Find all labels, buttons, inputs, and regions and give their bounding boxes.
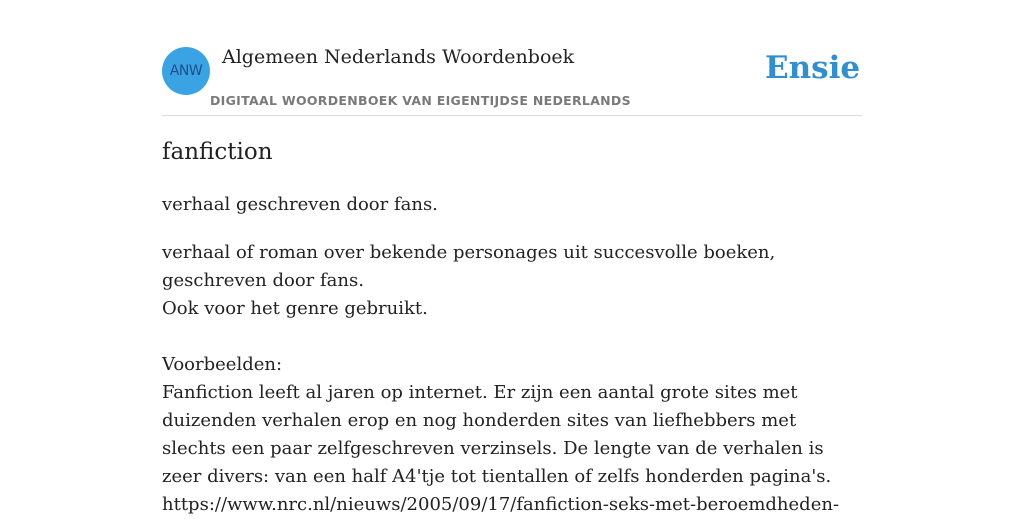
site-subtitle: DIGITAAL WOORDENBOEK VAN EIGENTIJDSE NEDERLANDS: [210, 93, 631, 108]
site-title[interactable]: Algemeen Nederlands Woordenboek: [222, 46, 575, 68]
anw-logo[interactable]: [162, 47, 210, 95]
example-text: Fanfiction leeft al jaren op internet. Er zijn een aantal grote sites met duizenden verhalen erop en nog honderden sites van liefhebbers met slechts een paar zelfgeschreven verzinsels. De lengte van de verhalen is zeer divers: van een half A4'tje tot tientallen of zelfs honderden pagina's.: [162, 382, 832, 487]
anw-logo-text: ANW: [169, 63, 203, 79]
example-source-link[interactable]: https://www.nrc.nl/nieuws/2005/09/17/fanfiction-seks-met-beroemdheden-: [162, 494, 840, 515]
ensie-brand-logo[interactable]: Ensie: [765, 50, 861, 86]
entry-headword: fanfiction: [162, 139, 273, 165]
header-divider: [162, 115, 862, 116]
examples-label: Voorbeelden:: [162, 354, 283, 375]
long-definition: [162, 239, 862, 519]
definition-line-1: verhaal of roman over bekende personages uit succesvolle boeken, geschreven door fans.: [162, 242, 776, 291]
short-definition: verhaal geschreven door fans.: [162, 194, 438, 215]
spacer: [162, 323, 862, 351]
definition-line-2: Ook voor het genre gebruikt.: [162, 298, 428, 319]
